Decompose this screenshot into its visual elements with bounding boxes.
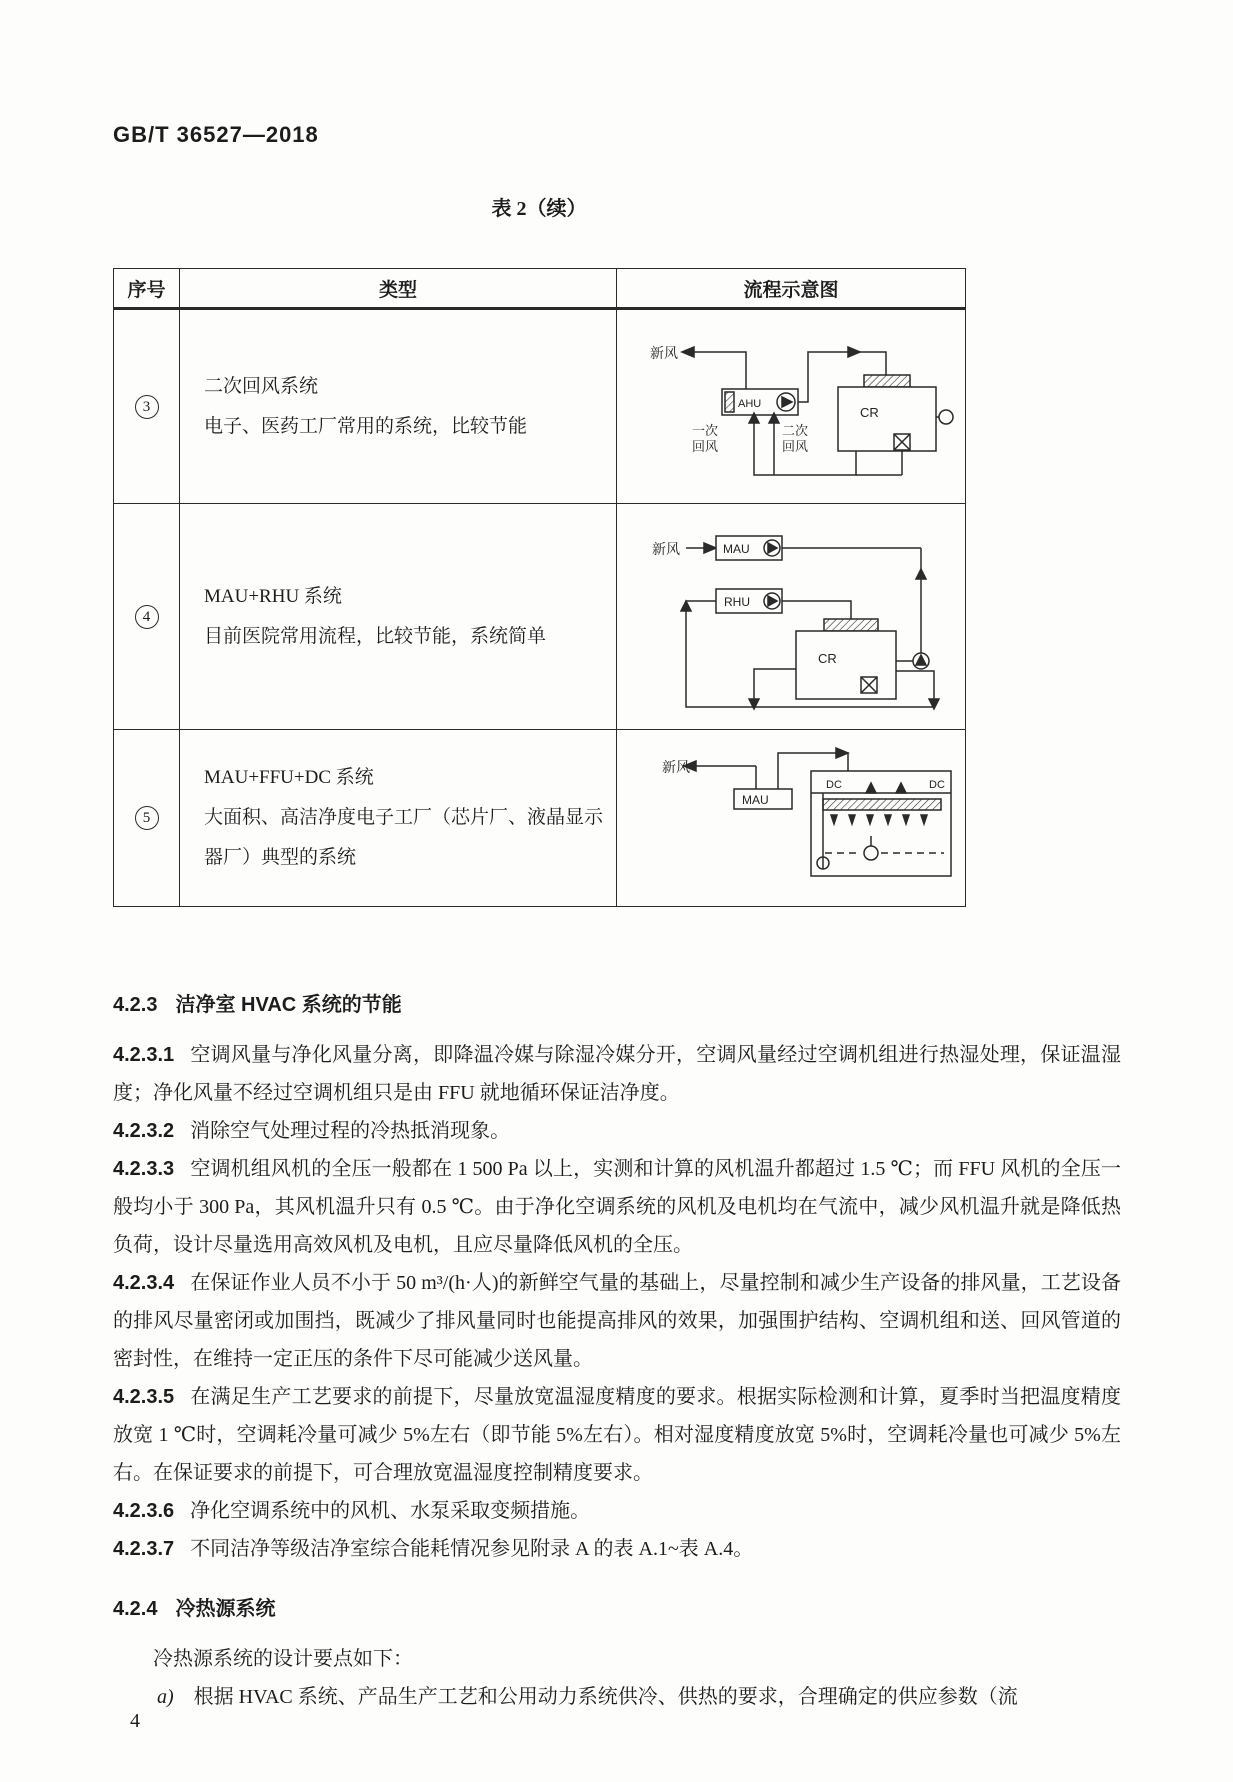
primary-return-label-2: 回风 (691, 438, 718, 454)
cleanroom-label: CR (818, 650, 837, 666)
clause-number: 4.2.3.5 (113, 1386, 175, 1408)
row-number-cell (114, 504, 180, 730)
ahu-label: AHU (738, 397, 762, 410)
section-title: 冷热源系统 (175, 1598, 276, 1620)
secondary-return-diagram (626, 317, 956, 497)
clause-text: 空调机组风机的全压一般都在 1 500 Pa 以上，实测和计算的风机温升都超过 1.5 ℃；而 FFU 风机的全压一般均小于 300 Pa，其风机温升只有 0.5 ℃。由于净化空调系统的风机及电机均在气流中，减少风机温升就是降低热负荷，设计尽量选用高效风机及电机，且应尽量降低风机的全压。 (113, 1158, 1121, 1256)
type-desc: MAU+FFU+DC 系统 (204, 767, 374, 788)
header-type: 类型 (180, 269, 617, 309)
clause-number: 4.2.3.7 (113, 1538, 175, 1560)
diagram-cell (617, 504, 966, 730)
table-row (114, 309, 966, 504)
clause-number: 4.2.3.3 (113, 1158, 175, 1180)
dry-coil-left-label: DC (826, 778, 842, 791)
mau-label: MAU (723, 541, 750, 556)
header-diagram: 流程示意图 (617, 269, 966, 309)
clause-number: 4.2.3.1 (113, 1044, 175, 1066)
diagram-cell (617, 730, 966, 907)
paragraph-4-2-3-2 (113, 1112, 1121, 1150)
paragraph-4-2-3-4 (113, 1264, 1121, 1378)
clause-text: 在保证作业人员不小于 50 m³/(h·人)的新鲜空气量的基础上，尽量控制和减少生产设备的排风量，工艺设备的排风尽量密闭或加围挡，既减少了排风量同时也能提高排风的效果，加强围护结构、空调机组和送、回风管道的密封性，在维持一定正压的条件下尽可能减少送风量。 (113, 1272, 1121, 1370)
type-title: MAU+RHU 系统 (204, 585, 342, 607)
mau-rhu-diagram (626, 511, 956, 723)
primary-return-label-1: 一次 (691, 422, 718, 438)
type-desc: 大面积、高洁净度电子工厂（芯片厂、液晶显示器厂）典型的系统 (204, 807, 604, 868)
page-number: 4 (130, 1710, 140, 1732)
fresh-air-label: 新风 (650, 344, 678, 361)
list-item-a (113, 1678, 1121, 1716)
standard-number: GB/T 36527—2018 (113, 122, 319, 147)
table-row (114, 504, 966, 730)
header-no: 序号 (114, 269, 180, 309)
secondary-return-label-1: 二次 (782, 422, 809, 438)
fresh-air-label: 新风 (662, 758, 690, 775)
paragraph-4-2-3-1 (113, 1036, 1121, 1112)
type-cell (180, 730, 617, 907)
type-desc: 目前医院常用流程，比较节能，系统简单 (204, 625, 547, 647)
paragraph-4-2-3-3 (113, 1150, 1121, 1264)
clause-text: 空调风量与净化风量分离，即降温冷媒与除湿冷媒分开，空调风量经过空调机组进行热湿处理，保证温湿度；净化风量不经过空调机组只是由 FFU 就地循环保证洁净度。 (113, 1044, 1121, 1104)
clause-text: 消除空气处理过程的冷热抵消现象。 (190, 1120, 511, 1142)
list-item-label: a) (157, 1686, 174, 1708)
clause-number: 4.2.3.6 (113, 1500, 175, 1522)
intro-line: 冷热源系统的设计要点如下： (153, 1648, 413, 1670)
row-number-cell (114, 730, 180, 907)
paragraph-4-2-3-6 (113, 1492, 1121, 1530)
mau-label: MAU (742, 792, 769, 807)
list-item-text: 根据 HVAC 系统、产品生产工艺和公用动力系统供冷、供热的要求，合理确定的供应参数（流 (193, 1686, 1018, 1708)
type-cell (180, 309, 617, 504)
circled-number: 4 (135, 605, 159, 629)
clause-number: 4.2.3.2 (113, 1120, 175, 1142)
table-caption: 表 2（续） (491, 198, 587, 220)
clause-number: 4.2.3.4 (113, 1272, 175, 1294)
row-number-cell (114, 309, 180, 504)
section-title: 洁净室 HVAC 系统的节能 (175, 994, 402, 1016)
fresh-air-label: 新风 (652, 540, 680, 557)
clause-text: 在满足生产工艺要求的前提下，尽量放宽温湿度精度的要求。根据实际检测和计算，夏季时当把温度精度放宽 1 ℃时，空调耗冷量可减少 5%左右（即节能 5%左右）。相对湿度精度放宽 5%时，空调耗冷量也可减少 5%左右。在保证要求的前提下，可合理放宽温湿度控制精度要求。 (113, 1386, 1121, 1484)
diagram-cell (617, 309, 966, 504)
dry-coil-right-label: DC (929, 778, 945, 791)
type-desc: 电子、医药工厂常用的系统，比较节能 (204, 415, 528, 437)
type-title: 二次回风系统 (204, 375, 319, 397)
system-type-table (113, 268, 966, 907)
section-number: 4.2.3 (113, 994, 158, 1016)
mau-ffu-dc-diagram (626, 741, 956, 896)
section-number: 4.2.4 (113, 1598, 158, 1620)
type-cell (180, 504, 617, 730)
section-heading-4-2-4 (113, 1590, 1121, 1628)
body-text (113, 972, 1121, 1716)
circled-number: 3 (135, 395, 159, 419)
clause-text: 净化空调系统中的风机、水泵采取变频措施。 (190, 1500, 591, 1522)
cleanroom-label: CR (860, 404, 879, 420)
table-header-row (114, 269, 966, 309)
table-row (114, 730, 966, 907)
secondary-return-label-2: 回风 (782, 438, 809, 454)
section-heading-4-2-3 (113, 986, 1121, 1024)
paragraph-4-2-3-7 (113, 1530, 1121, 1568)
circled-number: 5 (135, 806, 159, 830)
rhu-label: RHU (724, 594, 750, 609)
paragraph-4-2-3-5 (113, 1378, 1121, 1492)
clause-text: 不同洁净等级洁净室综合能耗情况参见附录 A 的表 A.1~表 A.4。 (190, 1538, 754, 1560)
